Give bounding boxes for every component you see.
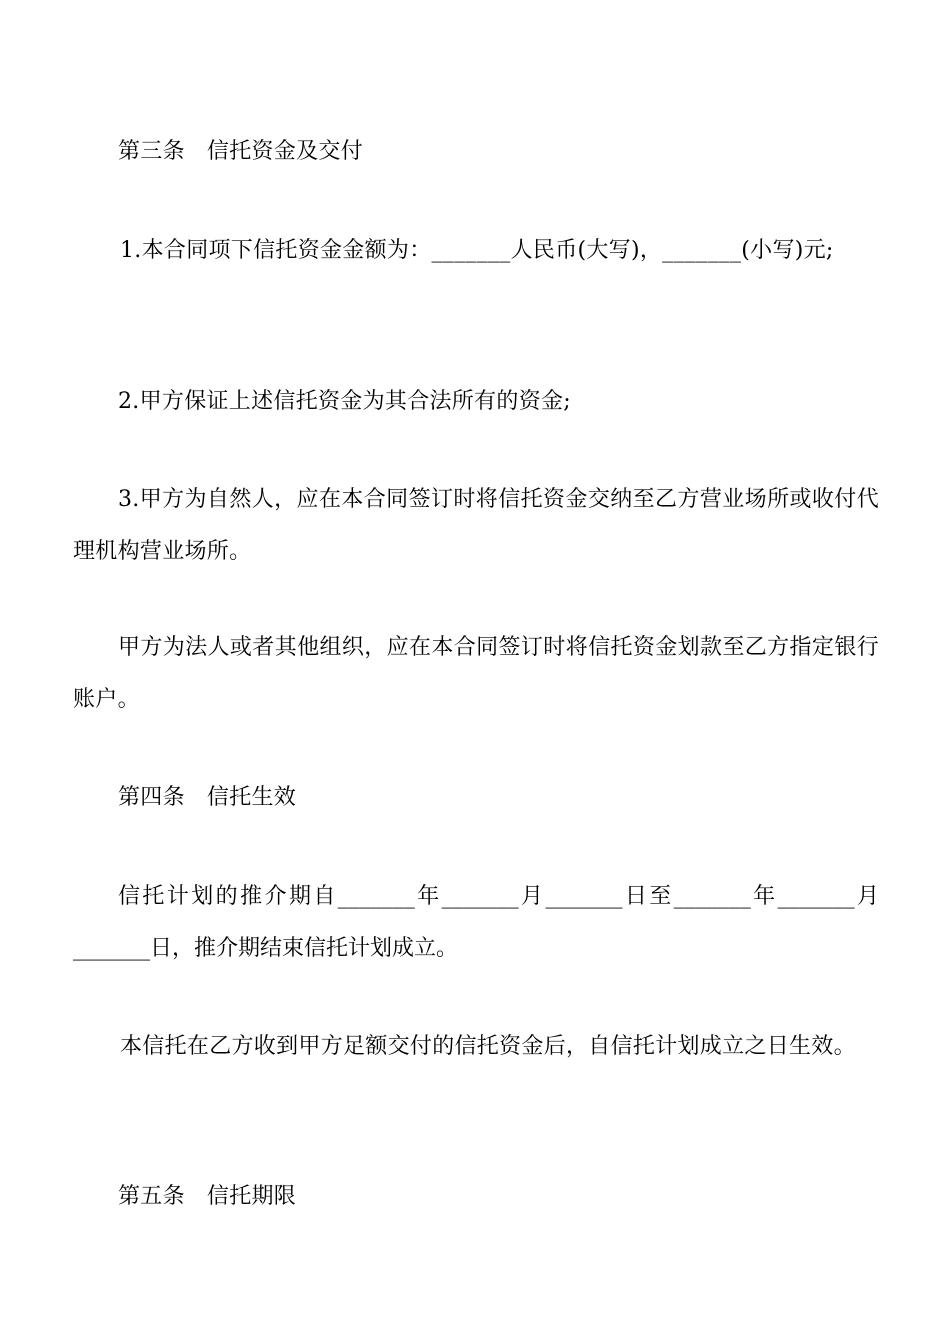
article-3-item-2: 2.甲方保证上述信托资金为其合法所有的资金;	[118, 389, 572, 414]
article-number: 第五条	[118, 1184, 185, 1209]
article-3-item-4: 甲方为法人或者其他组织，应在本合同签订时将信托资金划款至乙方指定银行账户。	[73, 635, 879, 712]
article-3-item-1: 1.本合同项下信托资金金额为：_______人民币(大写)，_______(小写)元;	[120, 238, 834, 263]
article-3-item-3: 3.甲方为自然人，应在本合同签订时将信托资金交纳至乙方营业场所或收付代理机构营业场所。	[73, 487, 879, 564]
article-5-heading	[118, 1182, 296, 1212]
article-number: 第四条	[118, 785, 185, 810]
article-3-heading	[118, 137, 363, 167]
article-title: 信托资金及交付	[206, 139, 364, 164]
article-4-paragraph-1: 信托计划的推介期自_______年_______月_______日至_______年_______月_______日，推介期结束信托计划成立。	[73, 884, 879, 961]
article-title: 信托生效	[206, 785, 297, 810]
article-4-paragraph-2: 本信托在乙方收到甲方足额交付的信托资金后，自信托计划成立之日生效。	[120, 1034, 856, 1059]
article-number: 第三条	[118, 139, 185, 164]
article-title: 信托期限	[206, 1184, 297, 1209]
article-4-heading	[118, 783, 296, 813]
